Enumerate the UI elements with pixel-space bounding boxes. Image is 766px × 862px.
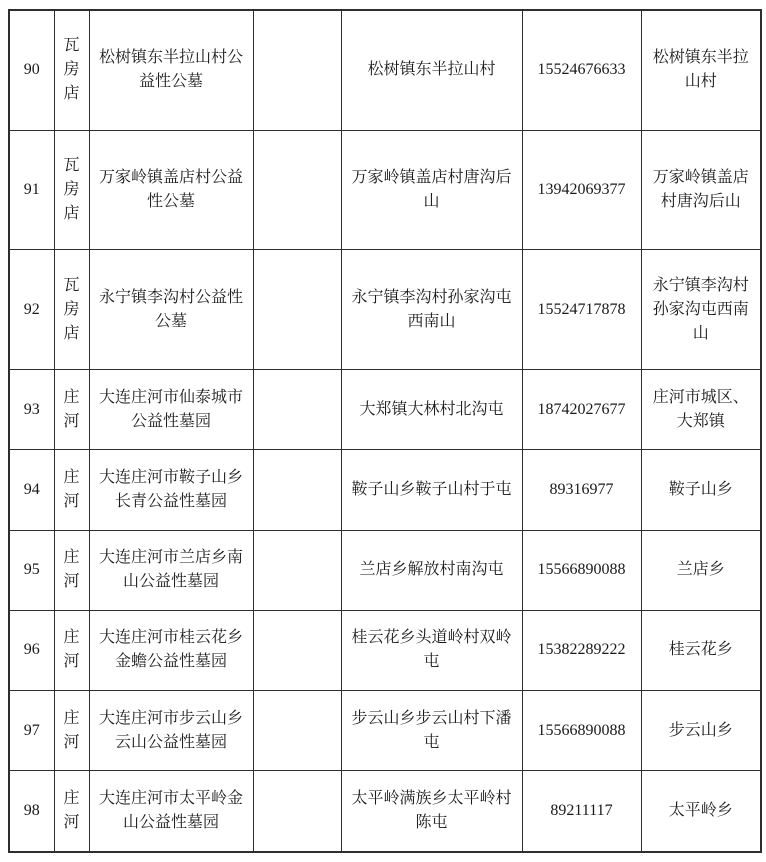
cell-number: 90 (9, 10, 54, 130)
cell-service-area: 永宁镇李沟村孙家沟屯西南山 (641, 250, 761, 370)
cell-number: 96 (9, 610, 54, 690)
cell-phone: 15566890088 (522, 691, 641, 771)
cell-blank (253, 530, 341, 610)
cell-service-area: 桂云花乡 (641, 610, 761, 690)
cemetery-table-body (9, 10, 761, 852)
cell-district: 庄河 (54, 370, 89, 450)
cell-address: 鞍子山乡鞍子山村于屯 (341, 450, 522, 530)
cell-service-area: 松树镇东半拉山村 (641, 10, 761, 130)
cell-phone: 15524717878 (522, 250, 641, 370)
table-row (9, 450, 761, 530)
cell-phone: 15382289222 (522, 610, 641, 690)
cell-blank (253, 610, 341, 690)
cell-blank (253, 771, 341, 852)
cell-service-area: 步云山乡 (641, 691, 761, 771)
cell-number: 97 (9, 691, 54, 771)
cell-phone: 89316977 (522, 450, 641, 530)
cell-service-area: 鞍子山乡 (641, 450, 761, 530)
cemetery-table (8, 9, 762, 853)
cell-blank (253, 450, 341, 530)
cell-number: 91 (9, 130, 54, 250)
cell-address: 永宁镇李沟村孙家沟屯西南山 (341, 250, 522, 370)
cell-phone: 13942069377 (522, 130, 641, 250)
table-row (9, 691, 761, 771)
table-row (9, 370, 761, 450)
table-row (9, 130, 761, 250)
cell-blank (253, 370, 341, 450)
cell-number: 95 (9, 530, 54, 610)
cell-district: 庄河 (54, 530, 89, 610)
table-row (9, 250, 761, 370)
cell-service-area: 兰店乡 (641, 530, 761, 610)
cell-cemetery-name: 松树镇东半拉山村公益性公墓 (89, 10, 253, 130)
cell-cemetery-name: 万家岭镇盖店村公益性公墓 (89, 130, 253, 250)
cell-district: 庄河 (54, 610, 89, 690)
cell-blank (253, 130, 341, 250)
cell-address: 松树镇东半拉山村 (341, 10, 522, 130)
cell-address: 大郑镇大林村北沟屯 (341, 370, 522, 450)
cell-district: 庄河 (54, 771, 89, 852)
cell-cemetery-name: 大连庄河市步云山乡云山公益性墓园 (89, 691, 253, 771)
cell-phone: 89211117 (522, 771, 641, 852)
table-row (9, 771, 761, 852)
cell-phone: 18742027677 (522, 370, 641, 450)
cell-district: 庄河 (54, 450, 89, 530)
cell-number: 92 (9, 250, 54, 370)
cell-phone: 15524676633 (522, 10, 641, 130)
cell-district: 瓦房店 (54, 10, 89, 130)
cell-address: 太平岭满族乡太平岭村陈屯 (341, 771, 522, 852)
cell-address: 万家岭镇盖店村唐沟后山 (341, 130, 522, 250)
cell-number: 93 (9, 370, 54, 450)
cell-cemetery-name: 大连庄河市太平岭金山公益性墓园 (89, 771, 253, 852)
cell-phone: 15566890088 (522, 530, 641, 610)
cell-district: 庄河 (54, 691, 89, 771)
cell-cemetery-name: 大连庄河市兰店乡南山公益性墓园 (89, 530, 253, 610)
cell-district: 瓦房店 (54, 130, 89, 250)
cell-blank (253, 10, 341, 130)
cell-address: 兰店乡解放村南沟屯 (341, 530, 522, 610)
cell-district: 瓦房店 (54, 250, 89, 370)
cell-cemetery-name: 大连庄河市鞍子山乡长青公益性墓园 (89, 450, 253, 530)
table-row (9, 530, 761, 610)
cell-blank (253, 691, 341, 771)
cell-number: 94 (9, 450, 54, 530)
cell-cemetery-name: 永宁镇李沟村公益性公墓 (89, 250, 253, 370)
table-row (9, 10, 761, 130)
cell-cemetery-name: 大连庄河市仙泰城市公益性墓园 (89, 370, 253, 450)
cell-number: 98 (9, 771, 54, 852)
table-row (9, 610, 761, 690)
cell-blank (253, 250, 341, 370)
cell-address: 步云山乡步云山村下潘屯 (341, 691, 522, 771)
cell-service-area: 庄河市城区、大郑镇 (641, 370, 761, 450)
cell-cemetery-name: 大连庄河市桂云花乡金蟾公益性墓园 (89, 610, 253, 690)
cell-service-area: 太平岭乡 (641, 771, 761, 852)
cell-address: 桂云花乡头道岭村双岭屯 (341, 610, 522, 690)
cell-service-area: 万家岭镇盖店村唐沟后山 (641, 130, 761, 250)
